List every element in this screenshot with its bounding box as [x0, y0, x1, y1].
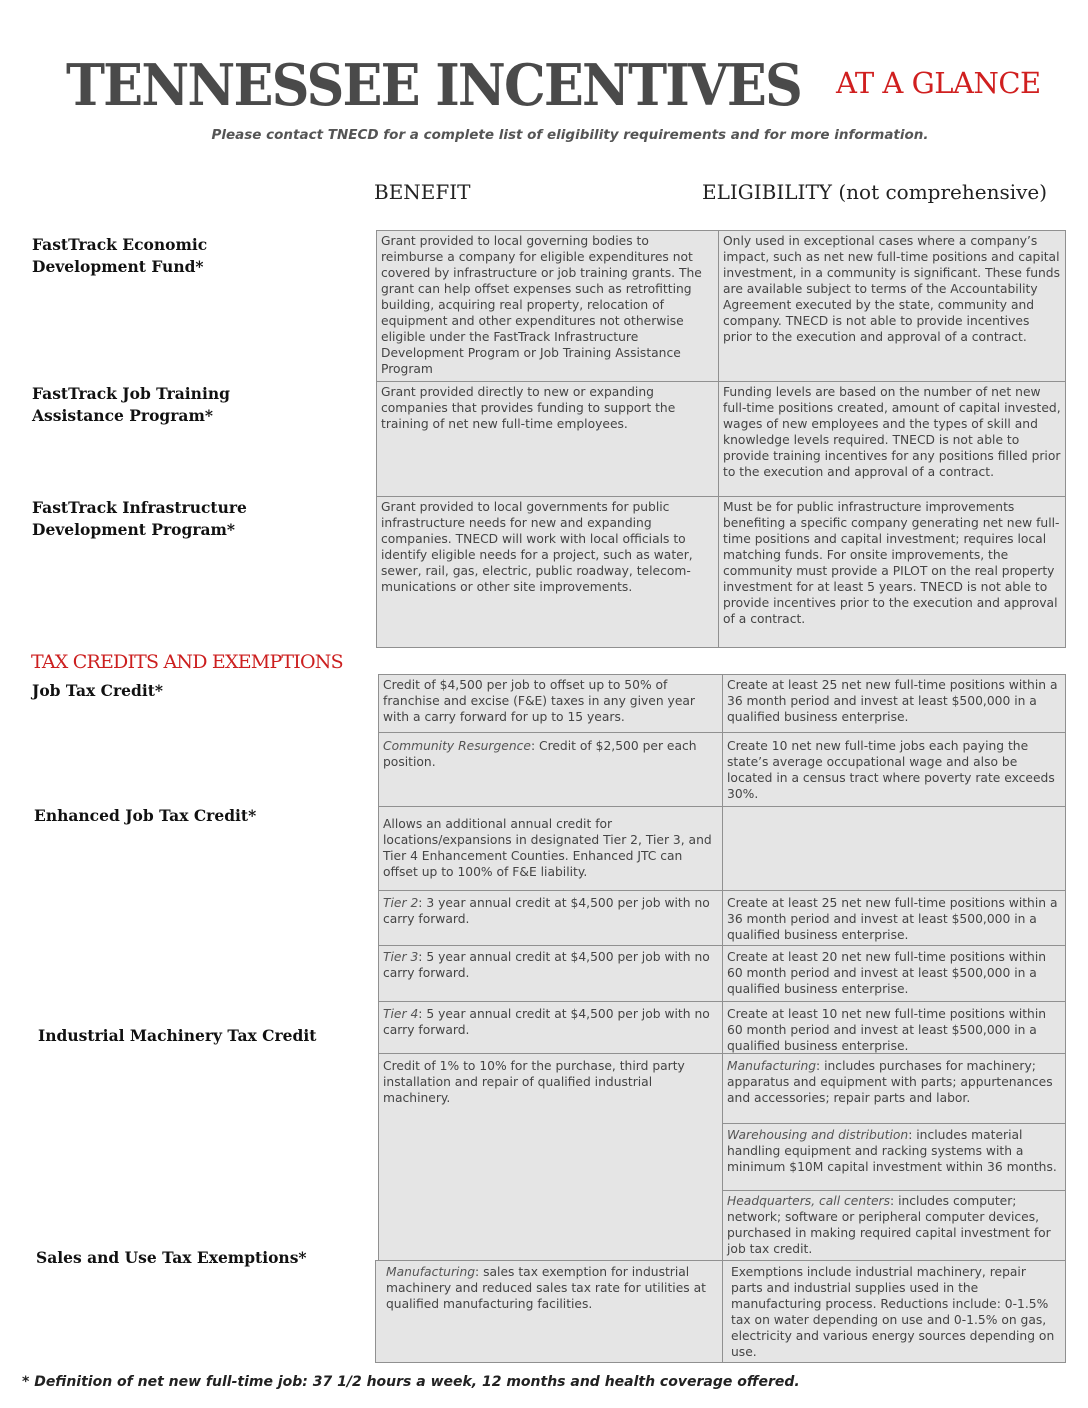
tier2-benefit-text: : 3 year annual credit at $4,500 per job with no carry forward. — [383, 896, 710, 926]
ejtc-eligibility-cell — [722, 806, 1066, 891]
job-training-benefit-cell: Grant provided directly to new or expanding companies that provides funding to support the training of net new full-time employees. — [376, 381, 719, 497]
infra-eligibility-cell: Must be for public infrastructure improvements benefiting a specific company generating net new full-time positions and capital investment; requires local matching funds. For onsite improvements, the community must provide a PILOT on the real property investment for at least 5 years. TNECD is not able to provide incentives prior to the execution and approval of a contract. — [718, 496, 1066, 648]
section-header-tax: TAX CREDITS AND EXEMPTIONS — [31, 651, 343, 673]
warehousing-eligibility-cell — [722, 1123, 1066, 1191]
headquarters-label: Headquarters, call centers — [727, 1194, 891, 1208]
sales-use-benefit-cell — [375, 1260, 724, 1363]
sales-use-eligibility-cell: Exemptions include industrial machinery, repair parts and industrial supplies used in the manufacturing process. Reductions include: 0-1.5% tax on water depending on use and 0-1.5% on gas, electricity and various energy sources depending on use. — [722, 1260, 1066, 1363]
community-resurgence-benefit-text: : Credit of $2,500 per each position. — [383, 739, 697, 769]
infra-benefit-cell: Grant provided to local governments for public infrastructure needs for new and expanding companies. TNECD will work with local officials to identify eligible needs for a project, such as water, sewer, rail, gas, electric, public roadway, telecom-munications or other site improvements. — [376, 496, 719, 648]
tier4-eligibility-cell: Create at least 10 net new full-time positions within 60 month period and invest at least $500,000 in a qualified business enterprise. — [722, 1001, 1066, 1054]
row-label-fasttrack-infra: FastTrack Infrastructure Development Program* — [32, 498, 247, 539]
row-label-job-tax: Job Tax Credit* — [32, 681, 163, 700]
column-header-eligibility: ELIGIBILITY (not comprehensive) — [702, 180, 1048, 204]
page-title: TENNESSEE INCENTIVES — [66, 52, 802, 119]
community-resurgence-label: Community Resurgence — [383, 739, 531, 753]
jtc-eligibility-cell: Create at least 25 net new full-time positions within a 36 month period and invest at least $500,000 in a qualified business enterprise. — [722, 674, 1066, 733]
tier4-benefit-text: : 5 year annual credit at $4,500 per job with no carry forward. — [383, 1007, 710, 1037]
job-training-eligibility-cell: Funding levels are based on the number of net new full-time positions created, amount of capital invested, wages of new employees and the types of skill and knowledge levels required. TNECD is not able to provide training incentives for any positions filled prior to the execution and approval of a contract. — [718, 381, 1066, 497]
warehousing-label: Warehousing and distribution — [727, 1128, 909, 1142]
row-label-enhanced-job-tax: Enhanced Job Tax Credit* — [34, 806, 257, 825]
contact-note: Please contact TNECD for a complete list of eligibility requirements and for more information. — [211, 127, 929, 143]
row-label-fasttrack-job: FastTrack Job Training Assistance Program* — [32, 384, 230, 425]
sales-use-benefit-text: : sales tax exemption for industrial machinery and reduced sales tax rate for utilities at qualified manufacturing facilities. — [386, 1265, 706, 1311]
headquarters-eligibility-text: : includes computer; network; software or peripheral computer devices, purchased in making required capital investment for job tax credit. — [727, 1194, 1051, 1256]
tier3-benefit-text: : 5 year annual credit at $4,500 per job with no carry forward. — [383, 950, 710, 980]
tier2-label: Tier 2 — [383, 896, 419, 910]
row-label-fasttrack-econ: FastTrack Economic Development Fund* — [32, 235, 208, 276]
sales-manufacturing-label: Manufacturing — [386, 1265, 476, 1279]
manufacturing-eligibility-cell — [722, 1053, 1066, 1124]
manufacturing-eligibility-text: : includes purchases for machinery; apparatus and equipment with parts; appurtenances and accessories; repair parts and labor. — [727, 1059, 1053, 1105]
tier3-label: Tier 3 — [383, 950, 419, 964]
tier4-benefit-cell — [378, 1001, 724, 1054]
jtc-benefit-cell: Credit of $4,500 per job to offset up to 50% of franchise and excise (F&E) taxes in any given year with a carry forward for up to 15 years. — [378, 674, 724, 733]
row-label-sales-use: Sales and Use Tax Exemptions* — [36, 1248, 307, 1267]
econ-benefit-cell: Grant provided to local governing bodies to reimburse a company for eligible expenditures not covered by infrastructure or job training grants. The grant can help offset expenses such as retrofitting building, acquiring real property, relocation of equipment and other expenditures not otherwise eligible under the FastTrack Infrastructure Development Program or Job Training Assistance Program — [376, 230, 719, 382]
row-label-industrial-machinery: Industrial Machinery Tax Credit — [38, 1026, 317, 1045]
headquarters-eligibility-cell — [722, 1190, 1066, 1261]
imtc-benefit-cell: Credit of 1% to 10% for the purchase, third party installation and repair of qualified industrial machinery. — [378, 1053, 724, 1261]
community-resurgence-eligibility-cell: Create 10 net new full-time jobs each paying the state’s average occupational wage and also be located in a census tract where poverty rate exceeds 30%. — [722, 732, 1066, 807]
econ-eligibility-cell: Only used in exceptional cases where a company’s impact, such as net new full-time positions and capital investment, in a community is significant. These funds are available subject to terms of the Accountability Agreement executed by the state, community and company. TNECD is not able to provide incentives prior to the execution and approval of a contract. — [718, 230, 1066, 382]
page-subtitle: AT A GLANCE — [836, 66, 1041, 100]
ejtc-benefit-cell: Allows an additional annual credit for locations/expansions in designated Tier 2, Tier 3, and Tier 4 Enhancement Counties. Enhanced JTC can offset up to 100% of F&E liability. — [378, 806, 724, 891]
tier2-benefit-cell — [378, 890, 724, 946]
warehousing-eligibility-text: : includes material handling equipment and racking systems with a minimum $10M capital investment within 36 months. — [727, 1128, 1057, 1174]
community-resurgence-benefit-cell — [378, 732, 724, 807]
manufacturing-label: Manufacturing — [727, 1059, 817, 1073]
tier2-eligibility-cell: Create at least 25 net new full-time positions within a 36 month period and invest at least $500,000 in a qualified business enterprise. — [722, 890, 1066, 946]
footnote: * Definition of net new full-time job: 37 1/2 hours a week, 12 months and health coverage offered. — [22, 1374, 800, 1390]
tier4-label: Tier 4 — [383, 1007, 419, 1021]
tier3-eligibility-cell: Create at least 20 net new full-time positions within 60 month period and invest at least $500,000 in a qualified business enterprise. — [722, 945, 1066, 1002]
column-header-benefit: BENEFIT — [374, 180, 471, 204]
tier3-benefit-cell — [378, 945, 724, 1002]
